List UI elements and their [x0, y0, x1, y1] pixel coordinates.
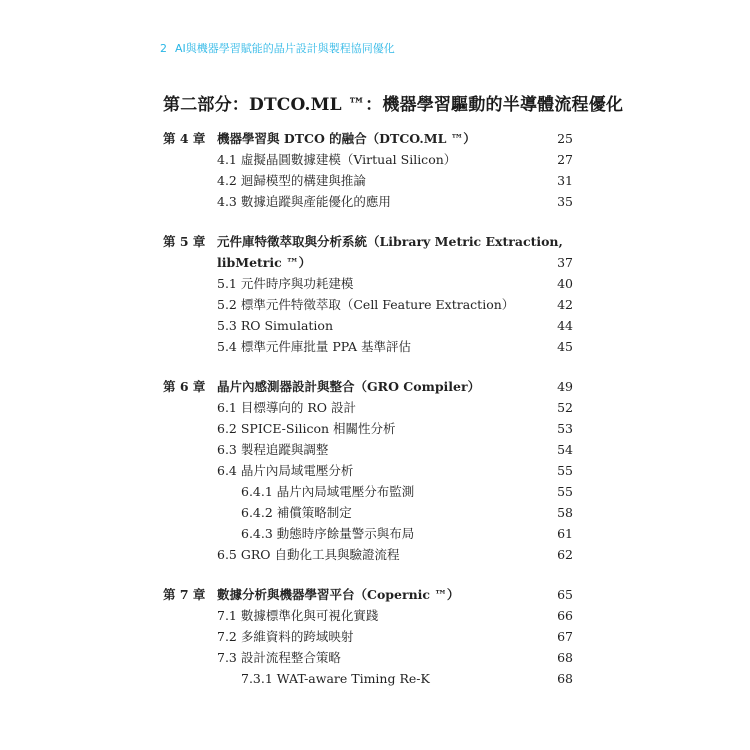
- section-title: 6.1 目標導向的 RO 設計: [217, 400, 356, 415]
- page-number: 2: [160, 42, 167, 55]
- toc-chapter-6[interactable]: [163, 376, 573, 397]
- page-ref: 25: [557, 131, 573, 146]
- section-title: 4.1 虛擬晶圓數據建模（Virtual Silicon）: [217, 152, 457, 167]
- page-ref: 52: [557, 400, 573, 415]
- chapter-gap: [163, 565, 573, 584]
- chapter-title: 元件庫特徵萃取與分析系統（Library Metric Extraction,: [217, 234, 563, 249]
- section-title: 6.3 製程追蹤與調整: [217, 442, 329, 457]
- section-title: 6.4 晶片內局域電壓分析: [217, 463, 354, 478]
- subsection-title: 7.3.1 WAT-aware Timing Re-K: [241, 671, 430, 686]
- chapter-title: 數據分析與機器學習平台（Copernic ™）: [217, 587, 460, 602]
- section-title: 4.2 迴歸模型的構建與推論: [217, 173, 366, 188]
- running-header: [160, 40, 395, 56]
- section-title: 5.1 元件時序與功耗建模: [217, 276, 354, 291]
- toc-section-4-1[interactable]: [163, 149, 573, 170]
- page-ref: 37: [557, 255, 573, 270]
- section-title: 7.1 數據標準化與可視化實踐: [217, 608, 379, 623]
- toc-chapter-4[interactable]: [163, 128, 573, 149]
- toc-section-4-2[interactable]: [163, 170, 573, 191]
- page-ref: 27: [557, 152, 573, 167]
- chapter-number: 第 4 章: [163, 131, 206, 146]
- page-ref: 67: [557, 629, 573, 644]
- toc-section-6-2[interactable]: [163, 418, 573, 439]
- page-ref: 66: [557, 608, 573, 623]
- toc-subsection-6-4-2[interactable]: [163, 502, 573, 523]
- section-title: 6.2 SPICE-Silicon 相關性分析: [217, 421, 396, 436]
- section-title: 4.3 數據追蹤與產能優化的應用: [217, 194, 391, 209]
- page-ref: 55: [557, 484, 573, 499]
- page-ref: 40: [557, 276, 573, 291]
- page-ref: 54: [557, 442, 573, 457]
- section-title: 5.3 RO Simulation: [217, 318, 333, 333]
- chapter-title: 機器學習與 DTCO 的融合（DTCO.ML ™）: [217, 131, 476, 146]
- chapter-title-continued: libMetric ™）: [217, 255, 312, 270]
- toc-section-4-3[interactable]: [163, 191, 573, 212]
- toc-section-5-3[interactable]: [163, 315, 573, 336]
- toc-subsection-6-4-1[interactable]: [163, 481, 573, 502]
- toc-subsection-7-3-1[interactable]: [163, 668, 573, 689]
- toc-section-7-2[interactable]: [163, 626, 573, 647]
- page-ref: 68: [557, 650, 573, 665]
- section-title: 7.3 設計流程整合策略: [217, 650, 341, 665]
- page-ref: 49: [557, 379, 573, 394]
- page-ref: 35: [557, 194, 573, 209]
- page-ref: 61: [557, 526, 573, 541]
- toc-chapter-7[interactable]: [163, 584, 573, 605]
- chapter-gap: [163, 357, 573, 376]
- chapter-number: 第 6 章: [163, 379, 206, 394]
- page-ref: 44: [557, 318, 573, 333]
- page-ref: 45: [557, 339, 573, 354]
- page-ref: 55: [557, 463, 573, 478]
- toc-section-5-1[interactable]: [163, 273, 573, 294]
- chapter-title: 晶片內感測器設計與整合（GRO Compiler）: [217, 379, 481, 394]
- section-title: 6.5 GRO 自動化工具與驗證流程: [217, 547, 400, 562]
- toc-section-6-5[interactable]: [163, 544, 573, 565]
- section-title: 5.2 標準元件特徵萃取（Cell Feature Extraction）: [217, 297, 515, 312]
- page-ref: 65: [557, 587, 573, 602]
- page-ref: 53: [557, 421, 573, 436]
- chapter-number: 第 7 章: [163, 587, 206, 602]
- toc-subsection-6-4-3[interactable]: [163, 523, 573, 544]
- page-ref: 68: [557, 671, 573, 686]
- page-ref: 31: [557, 173, 573, 188]
- subsection-title: 6.4.3 動態時序餘量警示與布局: [241, 526, 415, 541]
- part-title: 第二部分：DTCO.ML ™：機器學習驅動的半導體流程優化: [163, 95, 624, 115]
- toc-section-7-1[interactable]: [163, 605, 573, 626]
- section-title: 7.2 多維資料的跨域映射: [217, 629, 354, 644]
- toc-section-5-2[interactable]: [163, 294, 573, 315]
- toc-section-7-3[interactable]: [163, 647, 573, 668]
- chapter-gap: [163, 212, 573, 231]
- section-title: 5.4 標準元件庫批量 PPA 基準評估: [217, 339, 412, 354]
- subsection-title: 6.4.1 晶片內局域電壓分布監測: [241, 484, 415, 499]
- toc-section-5-4[interactable]: [163, 336, 573, 357]
- page-ref: 42: [557, 297, 573, 312]
- toc-section-6-3[interactable]: [163, 439, 573, 460]
- toc-section-6-4[interactable]: [163, 460, 573, 481]
- running-title: AI與機器學習賦能的晶片設計與製程協同優化: [175, 42, 395, 55]
- subsection-title: 6.4.2 補償策略制定: [241, 505, 352, 520]
- page-ref: 58: [557, 505, 573, 520]
- page-ref: 62: [557, 547, 573, 562]
- toc-section-6-1[interactable]: [163, 397, 573, 418]
- table-of-contents: [163, 128, 573, 689]
- toc-chapter-5-continued[interactable]: [163, 252, 573, 273]
- toc-chapter-5[interactable]: [163, 231, 573, 252]
- chapter-number: 第 5 章: [163, 234, 206, 249]
